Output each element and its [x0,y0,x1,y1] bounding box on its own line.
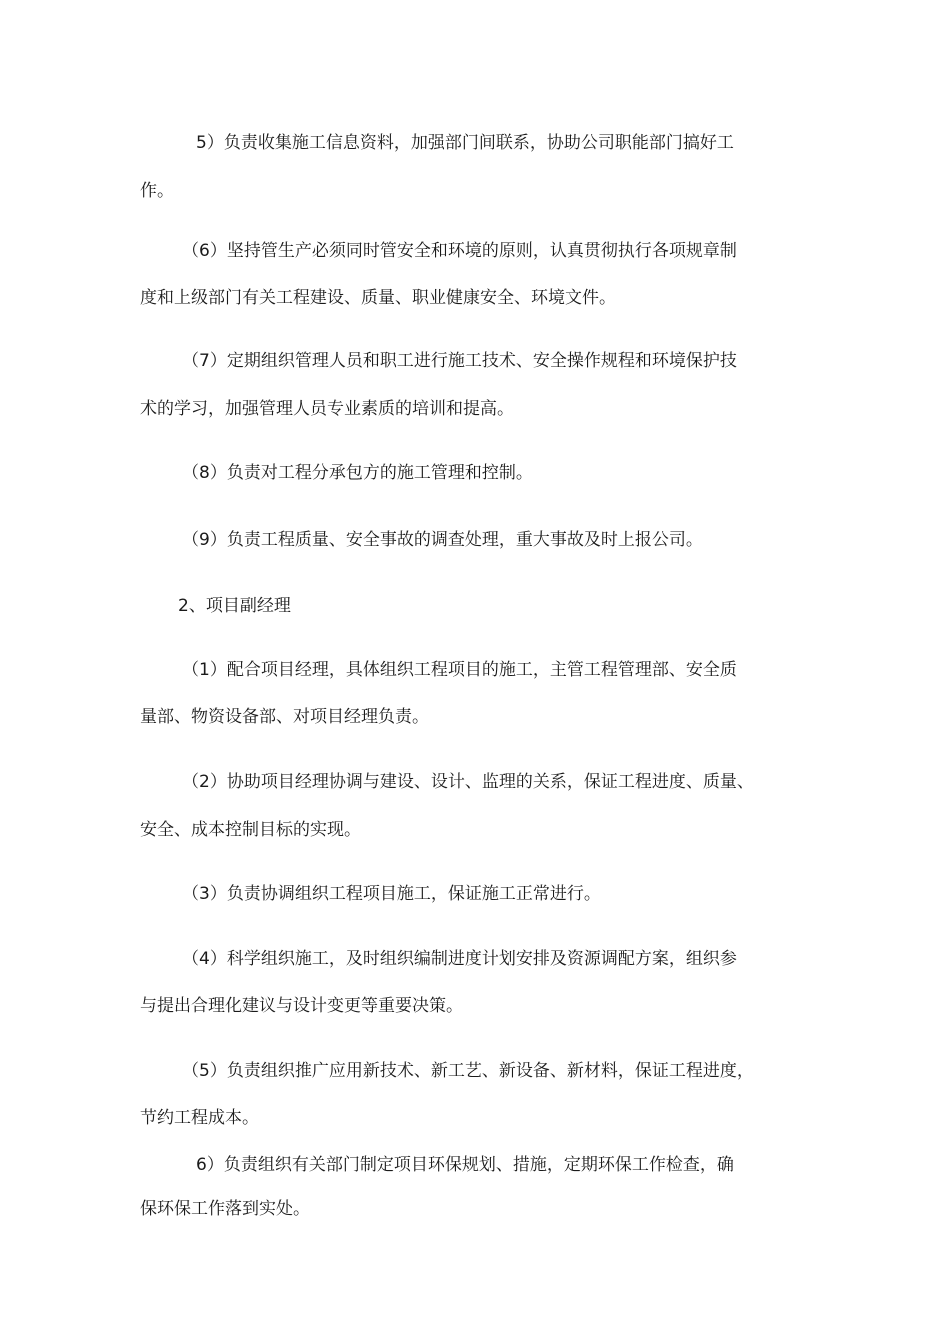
text-line: 6）负责组织有关部门制定项目环保规划、措施，定期环保工作检查，确 [196,1155,734,1175]
text-line: 安全、成本控制目标的实现。 [140,820,361,840]
text-line: （8）负责对工程分承包方的施工管理和控制。 [182,463,533,483]
text-line: 保环保工作落到实处。 [140,1199,310,1219]
text-line: 5）负责收集施工信息资料，加强部门间联系，协助公司职能部门搞好工 [196,133,734,153]
text-line: 术的学习，加强管理人员专业素质的培训和提高。 [140,399,514,419]
text-line: 与提出合理化建议与设计变更等重要决策。 [140,996,463,1016]
text-line: （9）负责工程质量、安全事故的调查处理，重大事故及时上报公司。 [182,530,703,550]
section-heading: 2、项目副经理 [178,596,291,616]
text-line: 作。 [140,181,174,201]
text-line: （1）配合项目经理，具体组织工程项目的施工，主管工程管理部、安全质 [182,660,737,680]
text-line: （7）定期组织管理人员和职工进行施工技术、安全操作规程和环境保护技 [182,351,737,371]
text-line: （4）科学组织施工，及时组织编制进度计划安排及资源调配方案，组织参 [182,949,737,969]
text-line: （5）负责组织推广应用新技术、新工艺、新设备、新材料，保证工程进度， [182,1061,754,1081]
text-line: （6）坚持管生产必须同时管安全和环境的原则，认真贯彻执行各项规章制 [182,241,737,261]
text-line: 度和上级部门有关工程建设、质量、职业健康安全、环境文件。 [140,288,616,308]
text-line: 量部、物资设备部、对项目经理负责。 [140,707,429,727]
text-line: （2）协助项目经理协调与建设、设计、监理的关系，保证工程进度、质量、 [182,772,754,792]
text-line: （3）负责协调组织工程项目施工，保证施工正常进行。 [182,884,601,904]
text-line: 节约工程成本。 [140,1108,259,1128]
